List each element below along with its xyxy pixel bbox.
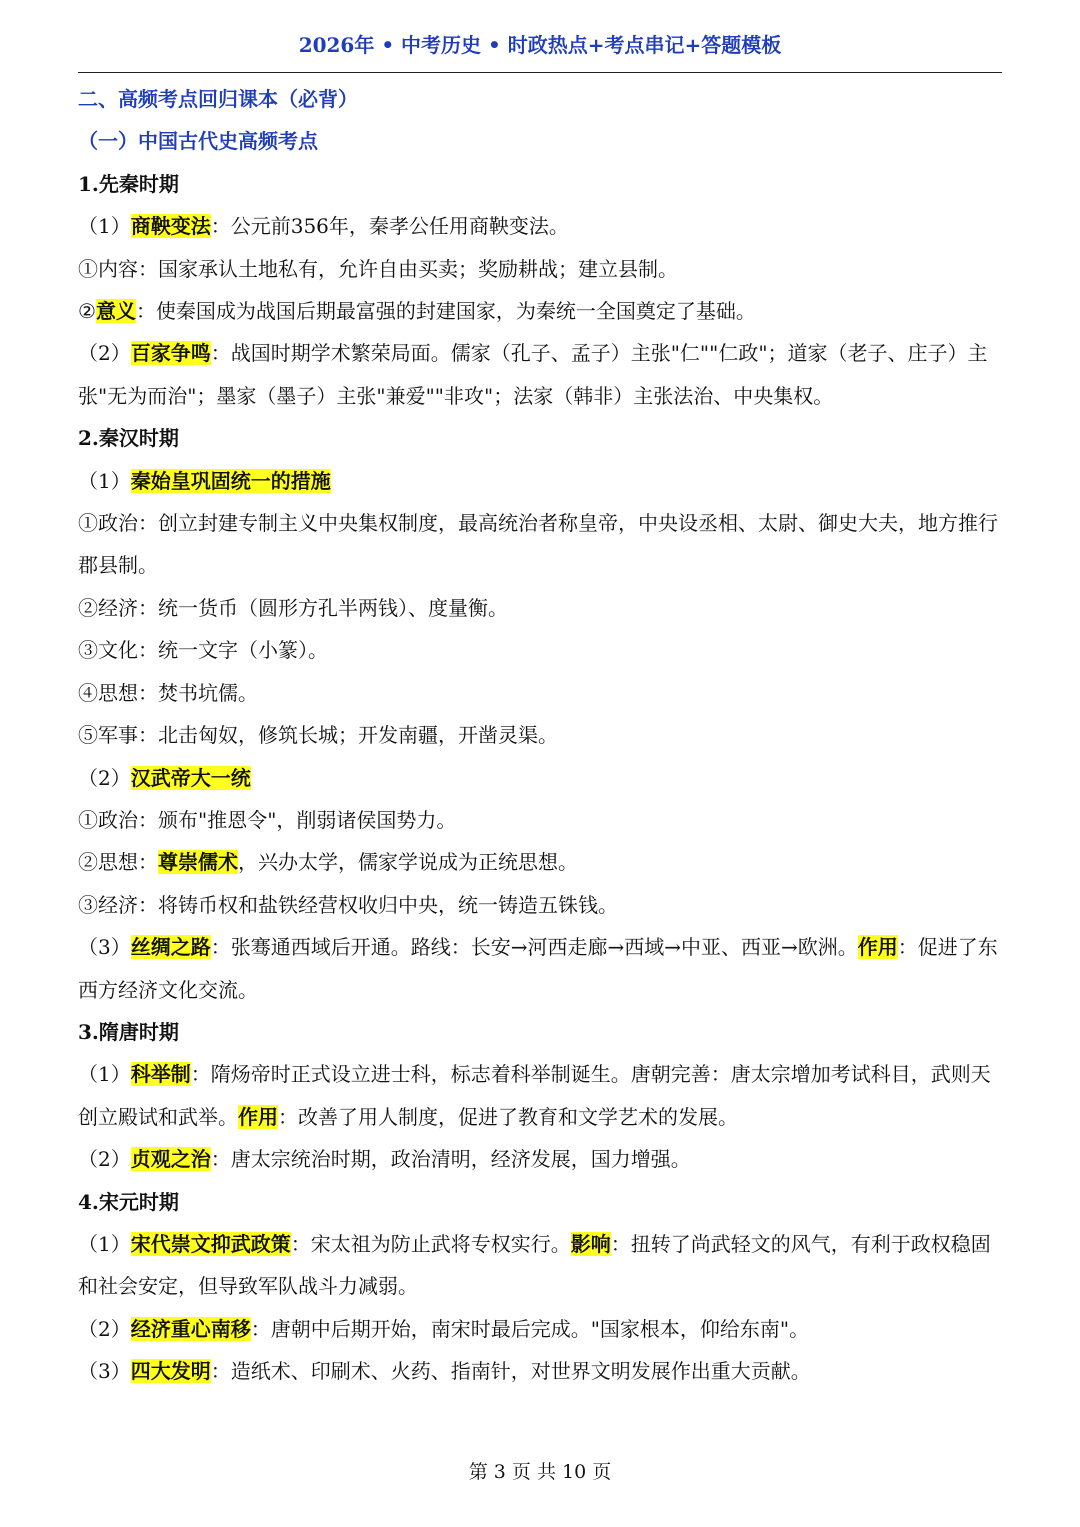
subsection-title: （一）中国古代史高频考点 bbox=[78, 129, 318, 154]
period-title: 3.隋唐时期 bbox=[78, 1019, 179, 1044]
paragraph-text: ：隋炀帝时正式设立进士科，标志着科举制诞生。唐朝完善：唐太宗增加考试科目，武则天创立殿试和武举。 bbox=[78, 1062, 991, 1129]
paragraph: ⑤军事：北击匈奴，修筑长城；开发南疆，开凿灵渠。 bbox=[78, 723, 558, 748]
paragraph: ③经济：将铸币权和盐铁经营权收归中央，统一铸造五铢钱。 bbox=[78, 892, 618, 917]
item-number: （1） bbox=[78, 468, 131, 493]
item-number: （2） bbox=[78, 1316, 131, 1341]
paragraph: ①政治：颁布"推恩令"，削弱诸侯国势力。 bbox=[78, 807, 457, 832]
highlight-term: 汉武帝大一统 bbox=[130, 765, 251, 790]
highlight-term: 意义 bbox=[95, 299, 136, 324]
paragraph-text: ：公元前356年，秦孝公任用商鞅变法。 bbox=[210, 214, 569, 239]
highlight-term: 四大发明 bbox=[130, 1359, 211, 1384]
paragraph-text: ：扭转了尚武轻文的风气，有利于政权稳固和社会安定，但导致军队战斗力减弱。 bbox=[78, 1231, 991, 1299]
highlight-term: 秦始皇巩固统一的措施 bbox=[130, 468, 331, 493]
paragraph bbox=[78, 926, 1002, 1011]
header-divider bbox=[78, 72, 1002, 73]
paragraph-text: ，兴办太学，儒家学说成为正统思想。 bbox=[238, 850, 578, 875]
paragraph-text: ：唐太宗统治时期，政治清明，经济发展，国力增强。 bbox=[210, 1147, 691, 1172]
page-number: 第 3 页 共 10 页 bbox=[468, 1461, 612, 1483]
item-number: （2） bbox=[78, 765, 131, 790]
paragraph-text: ：使秦国成为战国后期最富强的封建国家，为秦统一全国奠定了基础。 bbox=[135, 299, 756, 324]
paragraph: ④思想：焚书坑儒。 bbox=[78, 680, 258, 705]
highlight-term: 百家争鸣 bbox=[130, 341, 211, 366]
paragraph-text: ：张骞通西域后开通。路线：长安→河西走廊→西域→中亚、西亚→欧洲。 bbox=[210, 935, 858, 960]
paragraph-text: ：改善了用人制度，促进了教育和文学艺术的发展。 bbox=[278, 1104, 738, 1129]
item-number: ② bbox=[78, 299, 96, 324]
item-number: （2） bbox=[78, 341, 131, 366]
highlight-term: 科举制 bbox=[130, 1062, 191, 1087]
paragraph bbox=[78, 1138, 1002, 1180]
paragraph-text: ②思想： bbox=[78, 850, 158, 875]
highlight-term: 影响 bbox=[570, 1231, 611, 1256]
item-number: （1） bbox=[78, 214, 131, 239]
highlight-term: 作用 bbox=[857, 935, 898, 960]
item-number: （1） bbox=[78, 1231, 131, 1256]
period-title: 4.宋元时期 bbox=[78, 1189, 179, 1214]
paragraph bbox=[78, 757, 1002, 799]
paragraph bbox=[78, 841, 1002, 883]
item-number: （2） bbox=[78, 1147, 131, 1172]
paragraph bbox=[78, 332, 1002, 417]
item-number: （1） bbox=[78, 1062, 131, 1087]
paragraph: ②经济：统一货币（圆形方孔半两钱）、度量衡。 bbox=[78, 595, 508, 620]
highlight-term: 贞观之治 bbox=[130, 1147, 211, 1172]
paragraph: ③文化：统一文字（小篆）。 bbox=[78, 638, 328, 663]
period-title: 1.先秦时期 bbox=[78, 171, 179, 196]
period-title: 2.秦汉时期 bbox=[78, 426, 179, 451]
highlight-term: 商鞅变法 bbox=[130, 214, 211, 239]
paragraph-text: ：宋太祖为防止武将专权实行。 bbox=[290, 1231, 571, 1256]
paragraph-text: ：唐朝中后期开始，南宋时最后完成。"国家根本，仰给东南"。 bbox=[250, 1316, 810, 1341]
highlight-term: 宋代崇文抑武政策 bbox=[130, 1231, 291, 1256]
paragraph-text: ：造纸术、印刷术、火药、指南针，对世界文明发展作出重大贡献。 bbox=[210, 1359, 811, 1384]
paragraph bbox=[78, 290, 1002, 332]
document-body bbox=[78, 78, 1002, 1393]
item-number: （3） bbox=[78, 1359, 131, 1384]
highlight-term: 经济重心南移 bbox=[130, 1316, 251, 1341]
paragraph bbox=[78, 1223, 1002, 1308]
paragraph bbox=[78, 1308, 1002, 1350]
paragraph bbox=[78, 205, 1002, 247]
highlight-term: 丝绸之路 bbox=[130, 935, 211, 960]
paragraph bbox=[78, 1053, 1002, 1138]
highlight-term: 尊崇儒术 bbox=[158, 850, 238, 875]
page-header: 2026年 • 中考历史 • 时政热点+考点串记+答题模板 bbox=[298, 33, 782, 57]
section-title: 二、高频考点回归课本（必背） bbox=[78, 87, 358, 111]
paragraph: ①内容：国家承认土地私有，允许自由买卖；奖励耕战；建立县制。 bbox=[78, 256, 678, 281]
paragraph bbox=[78, 1350, 1002, 1392]
paragraph: ①政治：创立封建专制主义中央集权制度，最高统治者称皇帝，中央设丞相、太尉、御史大夫，地方推行郡县制。 bbox=[78, 511, 998, 578]
paragraph bbox=[78, 460, 1002, 502]
paragraph-text: ：战国时期学术繁荣局面。儒家（孔子、孟子）主张"仁""仁政"；道家（老子、庄子）主张"无为而治"；墨家（墨子）主张"兼爱""非攻"；法家（韩非）主张法治、中央集权。 bbox=[78, 341, 988, 408]
highlight-term: 作用 bbox=[238, 1104, 278, 1129]
item-number: （3） bbox=[78, 935, 131, 960]
paragraph-text: ：促进了东西方经济文化交流。 bbox=[78, 935, 998, 1002]
